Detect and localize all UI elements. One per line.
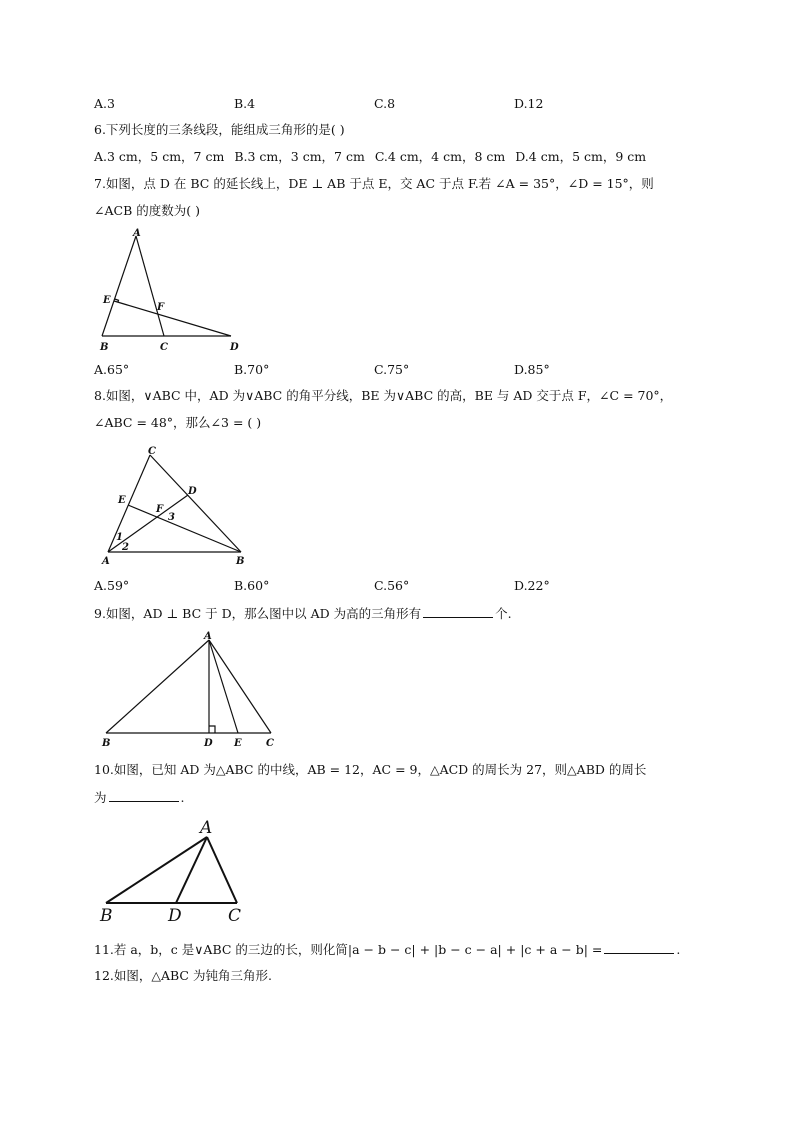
q7-option-d[interactable]: D.85° (514, 362, 550, 377)
q8-label-b: B (236, 556, 245, 567)
q7-stem-line1: 7.如图，点 D 在 BC 的延长线上，DE ⊥ AB 于点 E，交 AC 于点 F.若 ∠A = 35°，∠D = 15°，则 (94, 176, 654, 191)
q8-label-f: F (156, 504, 164, 515)
q8-label-c: C (148, 446, 156, 457)
q7-side-ab (102, 236, 136, 336)
q10-figure (94, 815, 254, 927)
q9-label-d: D (204, 738, 213, 749)
q9-label-e: E (234, 738, 242, 749)
q8-figure (94, 440, 254, 570)
q10-label-c: C (228, 906, 242, 926)
q8-side-cb (150, 455, 241, 552)
q5-option-c[interactable]: C.8 (374, 96, 396, 111)
q7-label-c: C (160, 342, 168, 353)
q8-option-b[interactable]: B.60° (234, 578, 270, 593)
q10-label-d: D (168, 906, 182, 926)
q8-option-a[interactable]: A.59° (94, 578, 130, 593)
q9-segment-ae (209, 640, 238, 733)
q6-option-d[interactable]: D.4 cm，5 cm，9 cm (515, 149, 647, 164)
q5-options (94, 96, 654, 112)
q10-stem-tail: . (180, 790, 185, 805)
q9-stem (94, 605, 512, 622)
q10-label-b: B (100, 906, 113, 926)
q7-option-a[interactable]: A.65° (94, 362, 130, 377)
q12-stem: 12.如图，△ABC 为钝角三角形. (94, 968, 272, 983)
q9-label-b: B (102, 738, 111, 749)
q8-angle-2: 2 (122, 542, 129, 553)
q6-option-b[interactable]: B.3 cm，3 cm，7 cm (234, 149, 365, 164)
q6-option-c[interactable]: C.4 cm，4 cm，8 cm (374, 149, 506, 164)
q8-label-e: E (118, 495, 126, 506)
q5-option-a[interactable]: A.3 (94, 96, 115, 111)
q9-figure (94, 628, 284, 750)
q9-side-ac (209, 640, 271, 733)
q7-options (94, 362, 654, 378)
q9-label-a: A (204, 631, 212, 642)
q10-stem-text: 为 (94, 790, 107, 805)
q10-label-a: A (200, 818, 213, 838)
q9-side-ab (106, 640, 209, 733)
q8-option-c[interactable]: C.56° (374, 578, 410, 593)
q8-option-d[interactable]: D.22° (514, 578, 550, 593)
q8-label-a: A (102, 556, 110, 567)
q8-angle-3: 3 (168, 512, 175, 523)
q5-option-b[interactable]: B.4 (234, 96, 256, 111)
q7-label-f: F (157, 302, 165, 313)
q8-stem-line2: ∠ABC = 48°，那么∠3 = ( ) (94, 415, 262, 430)
q7-label-e: E (103, 295, 111, 306)
q6-options (94, 149, 646, 165)
q9-answer-blank[interactable] (423, 605, 493, 618)
q7-label-a: A (133, 228, 141, 239)
q11-stem (94, 941, 680, 958)
q8-angle-1: 1 (116, 532, 123, 543)
q8-stem-line1: 8.如图，∨ABC 中，AD 为∨ABC 的角平分线，BE 为∨ABC 的高，BE 与 AD 交于点 F，∠C = 70°， (94, 388, 673, 403)
q7-label-d: D (230, 342, 239, 353)
q5-option-d[interactable]: D.12 (514, 96, 544, 111)
q10-stem-line1: 10.如图，已知 AD 为△ABC 的中线，AB = 12，AC = 9，△ACD 的周长为 27，则△ABD 的周长 (94, 762, 647, 777)
q11-stem-text: 11.若 a，b，c 是∨ABC 的三边的长，则化简|a − b − c| + |b − c − a| + |c + a − b| = (94, 942, 603, 957)
q9-stem-text: 9.如图，AD ⊥ BC 于 D，那么图中以 AD 为高的三角形有 (94, 606, 422, 621)
q7-side-ac (136, 236, 164, 336)
q8-label-d: D (188, 486, 197, 497)
q8-options (94, 578, 654, 594)
q10-stem-line2 (94, 789, 185, 806)
q11-stem-tail: . (676, 942, 681, 957)
q7-figure (94, 226, 254, 354)
q6-stem: 6.下列长度的三条线段，能组成三角形的是( ) (94, 122, 345, 137)
q7-stem-line2: ∠ACB 的度数为( ) (94, 203, 200, 218)
q9-stem-tail: 个. (495, 606, 512, 621)
q10-answer-blank[interactable] (109, 789, 179, 802)
q10-side-ac (207, 837, 237, 903)
q6-option-a[interactable]: A.3 cm，5 cm，7 cm (94, 149, 225, 164)
q9-label-c: C (266, 738, 274, 749)
q8-altitude-be (128, 505, 241, 552)
q11-answer-blank[interactable] (604, 941, 674, 954)
q7-option-b[interactable]: B.70° (234, 362, 270, 377)
q7-line-ed (114, 301, 231, 336)
q9-right-angle-mark (209, 726, 215, 733)
q7-label-b: B (100, 342, 109, 353)
q7-option-c[interactable]: C.75° (374, 362, 410, 377)
